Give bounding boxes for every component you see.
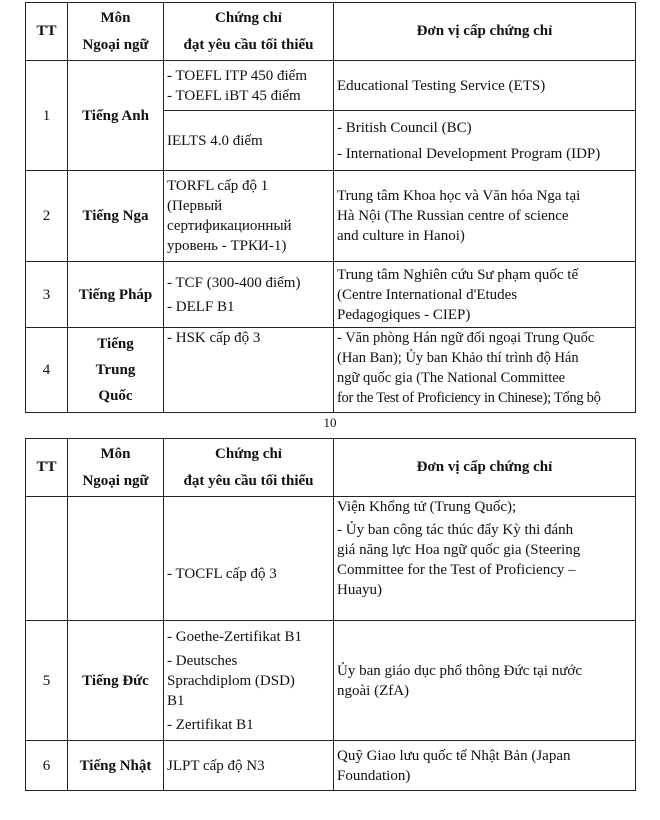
- header-subject-line2: Ngoại ngữ: [82, 36, 149, 53]
- cert-german-zertifikat: - Zertifikat B1: [167, 716, 254, 733]
- table-header-row: [26, 3, 636, 61]
- subject-chinese-line2: Trung: [95, 362, 136, 378]
- org-chinese-cont-line1: Viện Khổng tử (Trung Quốc);: [337, 499, 517, 515]
- cert-russian: [164, 171, 334, 262]
- cert-english-ielts: IELTS 4.0 điểm: [164, 111, 334, 171]
- cert-german: [164, 621, 334, 741]
- cert-tcf: - TCF (300-400 điểm): [167, 274, 301, 291]
- page-number: 10: [323, 415, 337, 430]
- cert-german-goethe: - Goethe-Zertifikat B1: [167, 628, 302, 645]
- header-cert-line2: đạt yêu cầu tối thiểu: [183, 36, 314, 53]
- org-chinese-line3: ngữ quốc gia (The National Committee: [337, 370, 566, 386]
- subject-russian: Tiếng Nga: [68, 171, 164, 262]
- org-chinese-cont-line2: - Ủy ban công tác thúc đẩy Kỳ thi đánh: [337, 522, 574, 538]
- org-french-line3: Pedagogiques - CIEP): [337, 306, 471, 323]
- cert-german-dsd-line1: - Deutsches: [167, 652, 238, 669]
- table-row-chinese-cont: [26, 497, 636, 621]
- table-row-german: [26, 621, 636, 741]
- certificate-table-part2: [25, 438, 636, 791]
- header-subject-2: [68, 439, 164, 497]
- cert-russian-line2: (Первый: [167, 198, 223, 214]
- subject-chinese-line3: Quốc: [98, 388, 133, 404]
- header-cert-line1: Chứng chỉ: [215, 9, 282, 26]
- org-english-ets: Educational Testing Service (ETS): [334, 61, 636, 111]
- org-chinese-line2: (Han Ban); Ủy ban Khảo thí trình độ Hán: [337, 350, 579, 366]
- cert-french: [164, 262, 334, 328]
- org-chinese-line1: - Văn phòng Hán ngữ đối ngoại Trung Quốc: [337, 330, 595, 346]
- org-chinese-cont-line4: Committee for the Test of Proficiency –: [337, 562, 576, 578]
- org-german-line1: Ủy ban giáo dục phổ thông Đức tại nước: [337, 662, 582, 679]
- table-header-row-2: [26, 439, 636, 497]
- table-row-chinese: [26, 328, 636, 413]
- org-german: [334, 621, 636, 741]
- header-cert-2-line1: Chứng chỉ: [215, 445, 282, 462]
- org-chinese-cont-line3: giá năng lực Hoa ngữ quốc gia (Steering: [337, 542, 581, 558]
- header-issuer: Đơn vị cấp chứng chỉ: [334, 3, 636, 61]
- table-row-french: [26, 262, 636, 328]
- header-cert-2-line2: đạt yêu cầu tối thiểu: [183, 472, 314, 489]
- cert-russian-line3: сертификационный: [167, 218, 292, 234]
- subject-chinese-cont: [68, 497, 164, 621]
- header-subject-line1: Môn: [100, 9, 131, 26]
- org-japanese-line1: Quỹ Giao lưu quốc tế Nhật Bản (Japan: [337, 747, 571, 764]
- tt-chinese-cont: [26, 497, 68, 621]
- cert-toefl-itp: - TOEFL ITP 450 điểm: [167, 67, 307, 84]
- header-tt-2: TT: [26, 439, 68, 497]
- org-idp: - International Development Program (IDP): [337, 145, 601, 162]
- tt-russian: 2: [26, 171, 68, 262]
- tt-french: 3: [26, 262, 68, 328]
- header-issuer-2: Đơn vị cấp chứng chỉ: [334, 439, 636, 497]
- table-row-english-a: [26, 61, 636, 111]
- org-chinese-cont-line5: Huayu): [337, 582, 382, 598]
- org-chinese: [334, 328, 636, 413]
- tt-japanese: 6: [26, 741, 68, 791]
- org-chinese-line4: for the Test of Proficiency in Chinese); Tổng bộ: [337, 390, 601, 406]
- table-row-japanese: [26, 741, 636, 791]
- tt-english: 1: [26, 61, 68, 171]
- header-subject-2-line1: Môn: [100, 445, 131, 462]
- subject-chinese: [68, 328, 164, 413]
- org-french: [334, 262, 636, 328]
- org-english-bc-idp: [334, 111, 636, 171]
- org-japanese-line2: Foundation): [337, 767, 411, 784]
- cert-toefl-ibt: - TOEFL iBT 45 điểm: [167, 87, 301, 104]
- org-french-line1: Trung tâm Nghiên cứu Sư phạm quốc tế: [337, 266, 579, 283]
- header-subject-2-line2: Ngoại ngữ: [82, 472, 149, 489]
- cert-russian-line1: TORFL cấp độ 1: [167, 178, 269, 194]
- org-russian-line1: Trung tâm Khoa học và Văn hóa Nga tại: [337, 188, 581, 204]
- table-row-russian: [26, 171, 636, 262]
- cert-german-dsd-line2: Sprachdiplom (DSD): [167, 672, 295, 689]
- org-japanese: [334, 741, 636, 791]
- tt-chinese: 4: [26, 328, 68, 413]
- header-certificate-2: [164, 439, 334, 497]
- subject-english: Tiếng Anh: [68, 61, 164, 171]
- cert-english-toefl: [164, 61, 334, 111]
- cert-russian-line4: уровень - ТРКИ-1): [167, 238, 287, 254]
- org-french-line2: (Centre International d'Etudes: [337, 286, 518, 303]
- org-russian-line2: Hà Nội (The Russian centre of science: [337, 208, 569, 224]
- subject-japanese: Tiếng Nhật: [68, 741, 164, 791]
- header-subject: [68, 3, 164, 61]
- cert-delf: - DELF B1: [167, 298, 235, 315]
- header-certificate: [164, 3, 334, 61]
- org-german-line2: ngoài (ZfA): [337, 682, 410, 699]
- org-chinese-cont: [334, 497, 636, 621]
- subject-french: Tiếng Pháp: [68, 262, 164, 328]
- subject-german: Tiếng Đức: [68, 621, 164, 741]
- tt-german: 5: [26, 621, 68, 741]
- cert-chinese-tocfl: - TOCFL cấp độ 3: [164, 497, 334, 621]
- header-tt: TT: [26, 3, 68, 61]
- certificate-table-part1: [25, 2, 636, 413]
- cert-japanese-jlpt: JLPT cấp độ N3: [164, 741, 334, 791]
- cert-german-dsd-line3: B1: [167, 692, 185, 709]
- subject-chinese-line1: Tiếng: [97, 336, 134, 352]
- cert-chinese-hsk: - HSK cấp độ 3: [164, 328, 334, 413]
- org-russian: [334, 171, 636, 262]
- org-russian-line3: and culture in Hanoi): [337, 228, 465, 244]
- org-british-council: - British Council (BC): [337, 119, 472, 136]
